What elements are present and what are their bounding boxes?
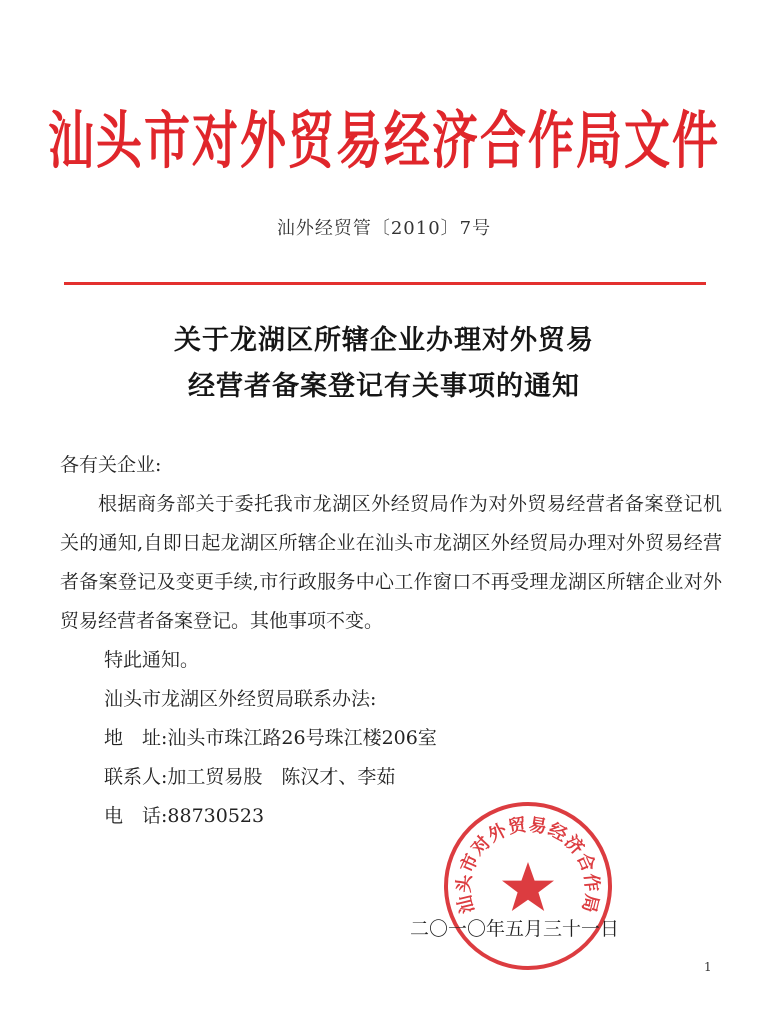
notice-body: [60, 446, 722, 836]
seal-text: 汕头市对外贸易经济合作局: [453, 814, 603, 916]
official-seal-icon: [442, 800, 614, 972]
document-number: 汕外经贸管〔2010〕7号: [276, 218, 492, 239]
contact-address: 地 址:汕头市珠江路26号珠江楼206室: [104, 727, 437, 749]
seal-star-icon: [502, 862, 554, 911]
page-number: 1: [704, 960, 712, 974]
special-notice: 特此通知。: [104, 649, 200, 671]
issuing-authority-header: 汕头市对外贸易经济合作局文件: [48, 104, 720, 178]
contact-heading: 汕头市龙湖区外经贸局联系办法:: [104, 688, 377, 710]
notice-title-line-1: 关于龙湖区所辖企业办理对外贸易: [174, 325, 594, 356]
red-separator-line: [64, 282, 706, 285]
main-paragraph: 根据商务部关于委托我市龙湖区外经贸局作为对外贸易经营者备案登记机关的通知,自即日起龙湖区所辖企业在汕头市龙湖区外经贸局办理对外贸易经营者备案登记及变更手续,市行政服务中心工作窗口不再受理龙湖区所辖企业对外贸易经营者备案登记。其他事项不变。: [60, 493, 722, 632]
salutation: 各有关企业:: [60, 454, 162, 476]
issue-date: 二〇一〇年五月三十一日: [410, 918, 620, 940]
notice-title: [0, 318, 768, 410]
contact-person: 联系人:加工贸易股 陈汉才、李茹: [104, 766, 396, 788]
contact-phone: 电 话:88730523: [104, 805, 265, 827]
notice-title-line-2: 经营者备案登记有关事项的通知: [188, 371, 580, 402]
